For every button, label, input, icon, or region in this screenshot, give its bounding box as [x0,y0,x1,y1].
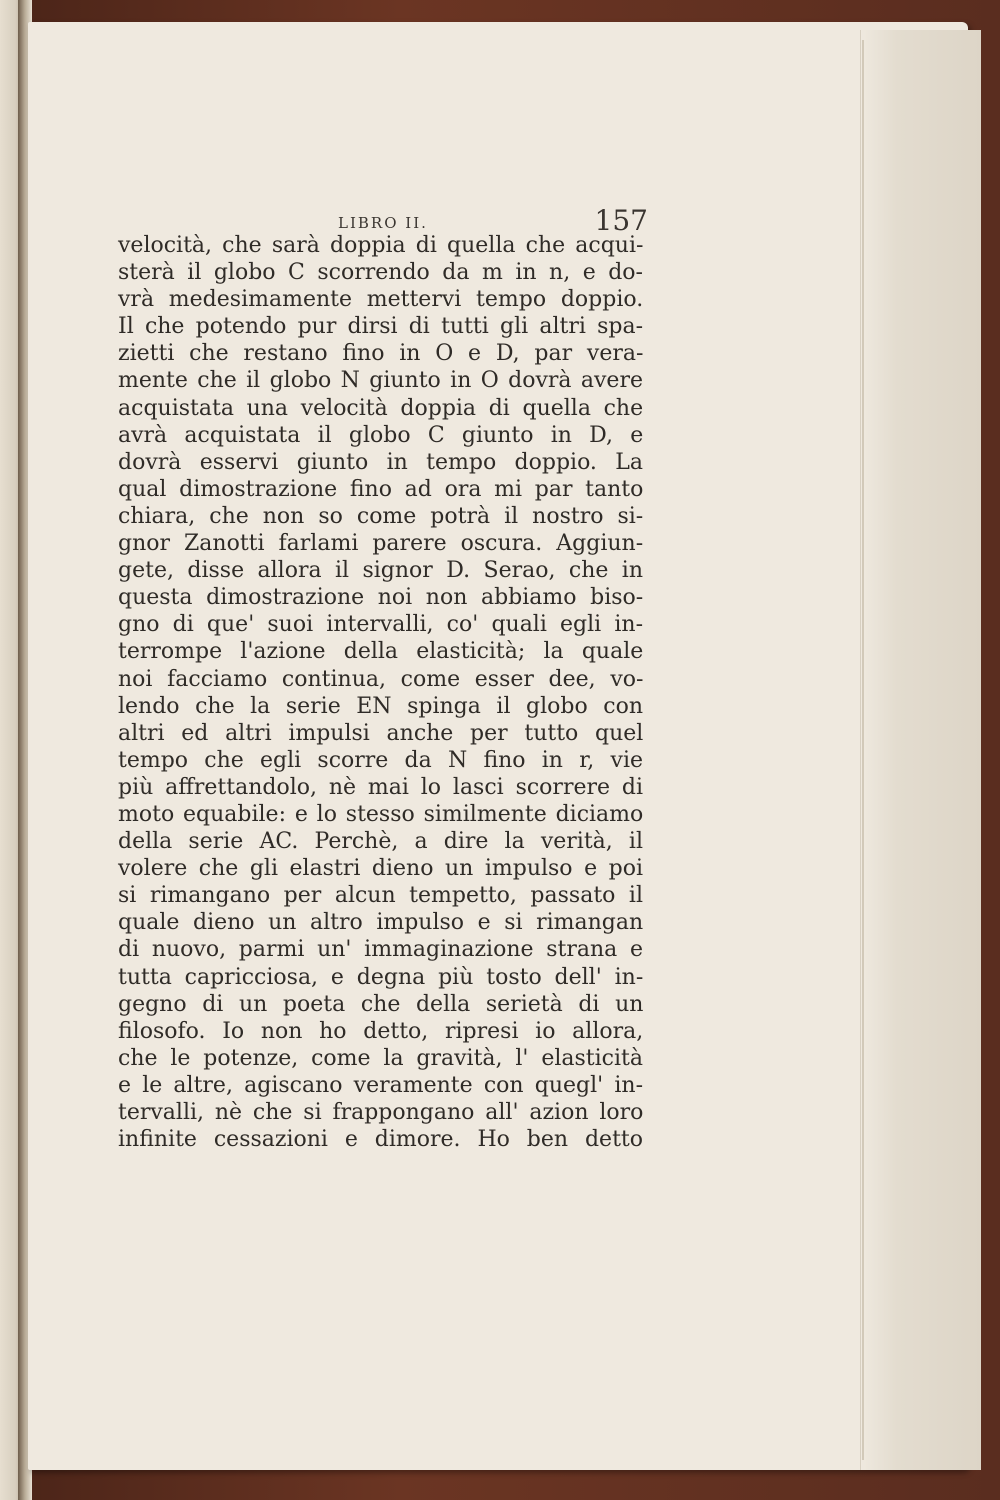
text-line: altri ed altri impulsi anche per tutto quel [118,720,644,746]
text-line: tutta capricciosa, e degna più tosto dell' in- [118,964,644,990]
running-head: LIBRO II. [338,214,428,232]
text-line: di nuovo, parmi un' immaginazione strana e [118,937,643,963]
text-line: gete, disse allora il signor D. Serao, che in [118,558,643,584]
text-line: dovrà esservi giunto in tempo doppio. La [118,449,643,475]
text-line: infinite cessazioni e dimore. Ho ben detto [118,1127,643,1153]
body-text [118,232,643,1153]
text-line: velocità, che sarà doppia di quella che acqui- [118,233,644,258]
page-number: 157 [594,204,648,237]
text-line: gnor Zanotti farlami parere oscura. Aggiun- [118,531,644,557]
text-line: acquistata una velocità doppia di quella che [118,395,644,421]
text-line: tempo che egli scorre da N fino in r, vie [118,747,643,773]
page-fore-edge [860,30,981,1470]
text-line: filosofo. Io non ho detto, ripresi io allora, [118,1018,644,1044]
text-line: sterà il globo C scorrendo da m in n, e do- [118,260,643,286]
text-line: della serie AC. Perchè, a dire la verità, il [118,829,643,855]
text-line: e le altre, agiscano veramente con quegl' in- [118,1072,643,1098]
text-line: lendo che la serie EN spinga il globo con [118,693,643,719]
text-line: gegno di un poeta che della serietà di un [118,991,644,1017]
text-line: qual dimostrazione fino ad ora mi par tanto [118,476,644,502]
text-line: chiara, che non so come potrà il nostro si- [118,503,644,529]
text-line: terrompe l'azione della elasticità; la quale [118,639,644,665]
text-line: mente che il globo N giunto in O dovrà avere [118,368,643,394]
text-line: più affrettandolo, nè mai lo lasci scorrere di [118,774,643,800]
text-line: tervalli, nè che si frappongano all' azion loro [118,1100,644,1125]
text-line: Il che potendo pur dirsi di tutti gli altri spa- [118,314,644,340]
text-line: noi facciamo continua, come esser dee, vo- [118,666,644,692]
text-line: gno di que' suoi intervalli, co' quali egli in- [118,612,643,638]
text-line: avrà acquistata il globo C giunto in D, e [118,422,644,448]
text-line: volere che gli elastri dieno un impulso e poi [118,856,643,882]
text-line: zietti che restano fino in O e D, par vera- [118,341,644,367]
page-fold-shadow [862,40,864,1460]
text-line: quale dieno un altro impulso e si rimangan [118,910,644,936]
text-line: moto equabile: e lo stesso similmente diciamo [118,801,644,827]
text-line: si rimangano per alcun tempetto, passato il [118,883,643,909]
text-line: questa dimostrazione noi non abbiamo biso- [118,585,644,611]
text-line: che le potenze, come la gravità, l' elasticità [118,1045,643,1071]
text-line: vrà medesimamente mettervi tempo doppio. [118,287,644,313]
